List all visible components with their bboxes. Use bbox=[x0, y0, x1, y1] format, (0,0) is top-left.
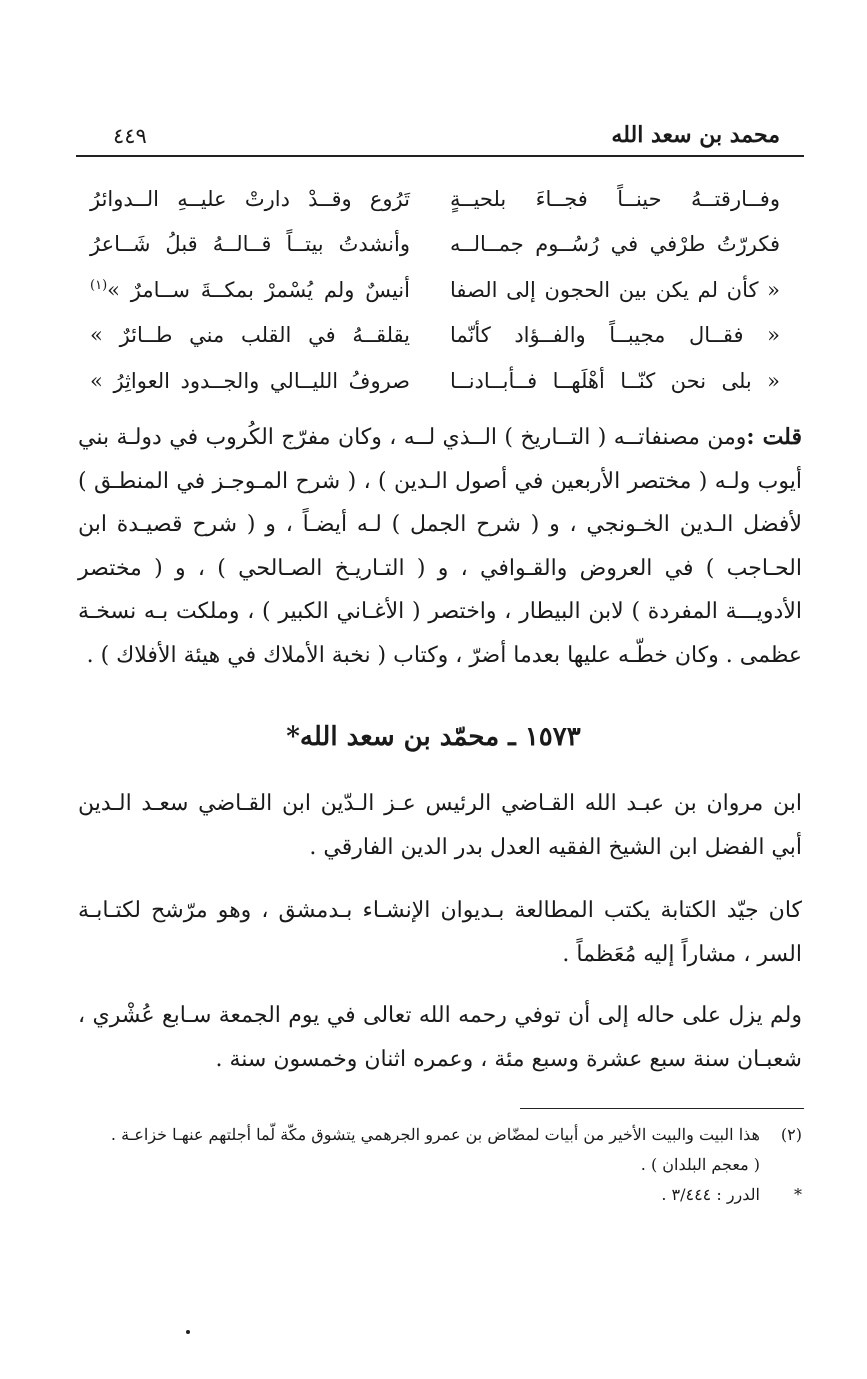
verse-second-hemistich: تَرُوع وقــدْ دارتْ عليــهِ الــدوائرُ bbox=[90, 186, 410, 211]
footnote-marker[interactable]: (١) bbox=[90, 277, 108, 293]
verse-first-hemistich: وفــارقتــهُ حينــاً فجــاءَ بلحيــةٍ bbox=[450, 186, 780, 211]
verse-second-hemistich: صروفُ الليــالي والجــدود العواثِرُ » bbox=[90, 368, 410, 393]
verse-first-hemistich: « بلى نحن كنّــا أهْلَهــا فــأبــادنــا bbox=[450, 368, 780, 393]
stray-dot bbox=[186, 1330, 190, 1334]
page-number: ٤٤٩ bbox=[113, 124, 147, 148]
footnote-number: (٢) bbox=[780, 1125, 802, 1144]
footnote-rule bbox=[520, 1108, 804, 1109]
death-paragraph: ولم يزل على حاله إلى أن توفي رحمه الله تعالى في يوم الجمعة سـابع عُشْري ، شعبـان سنة سبع عشرة وسبع مئة ، وعمره اثنان وخمسون سنة . bbox=[78, 1003, 802, 1072]
footnote bbox=[78, 1120, 802, 1150]
footnote-text: الدرر : ٣/٤٤٤ . bbox=[661, 1185, 760, 1204]
running-header bbox=[78, 118, 802, 158]
footnote-continuation bbox=[78, 1150, 802, 1180]
entry-heading: ١٥٧٣ ـ محمّد بن سعد الله* bbox=[286, 722, 581, 752]
verse-first-hemistich: « كأن لم يكن بين الحجون إلى الصفا bbox=[450, 277, 780, 302]
works-paragraph bbox=[78, 416, 802, 677]
header-rule bbox=[76, 155, 804, 157]
paragraph-text: ومن مصنفاتــه ( التــاريخ ) الــذي لــه ، وكان مفرّج الكُروب في دولـة بني أيوب ولـه ( مختصر الأربعين في أصول الـدين ) ، ( شرح المـوجـز في المنطـق ) لأفضل الـدين الخـونجي ، و ( شرح الجمل ) لـه أيضـاً ، و ( شرح قصيـدة ابن الحـاجب ) في العروض والقـوافي ، و ( التـاريـخ الصـالحي ) ، و ( مختصر الأدويـــة المفردة ) لابن البيطار ، واختصر ( الأغـاني الكبير ) ، وملكت بـه نسخـة عظمى . وكان خطّـه عليها بعدما أضرّ ، وكتاب ( نخبة الأملاك في هيئة الأفلاك ) . bbox=[78, 425, 802, 668]
lineage-paragraph: ابن مروان بن عبـد الله القـاضي الرئيس عـز الـدّين ابن القـاضي سعـد الـدين أبي الفضل ابن الشيخ الفقيه العدل بدر الدين الفارقي . bbox=[78, 791, 802, 860]
running-title: محمد بن سعد الله bbox=[611, 122, 780, 148]
poem-verse bbox=[90, 313, 780, 359]
poem bbox=[90, 176, 780, 404]
career-paragraph: كان جيّد الكتابة يكتب المطالعة بـديوان الإنشـاء بـدمشق ، وهو مرّشح لكتـابـة السر ، مشاراً إليه مُعَظماً . bbox=[78, 898, 802, 967]
footnote-text: ( معجم البلدان ) . bbox=[640, 1155, 760, 1174]
poem-verse bbox=[90, 176, 780, 222]
poem-verse bbox=[90, 358, 780, 404]
footnote-text: هذا البيت والبيت الأخير من أبيات لمضّاض بن عمرو الجرهمي يتشوق مكّة لّما أجلتهم عنهـا خزاعـة . bbox=[110, 1125, 760, 1144]
verse-second-hemistich: يقلقــهُ في القلب مني طــائرٌ » bbox=[90, 323, 410, 348]
poem-verse bbox=[90, 222, 780, 268]
footnote bbox=[78, 1180, 802, 1210]
poem-verse bbox=[90, 267, 780, 313]
verse-second-hemistich: وأنشدتُ بيتــاً قــالــهُ قبلُ شَــاعرُ bbox=[90, 232, 410, 257]
verse-first-hemistich: « فقــال مجيبــاً والفــؤاد كأنّما bbox=[450, 323, 780, 348]
footnote-number bbox=[760, 1150, 802, 1180]
verse-second-hemistich-text: أنيسٌ ولم يُسْمرْ بمكــةَ ســامرٌ » bbox=[107, 277, 410, 302]
verse-first-hemistich: فكررّتُ طرْفي في رُسُــوم جمــالــه bbox=[450, 232, 780, 257]
footnotes bbox=[78, 1120, 802, 1210]
verse-second-hemistich bbox=[90, 278, 410, 302]
paragraph-lead-word: قلت : bbox=[746, 424, 802, 450]
footnote-number: * bbox=[794, 1185, 802, 1204]
